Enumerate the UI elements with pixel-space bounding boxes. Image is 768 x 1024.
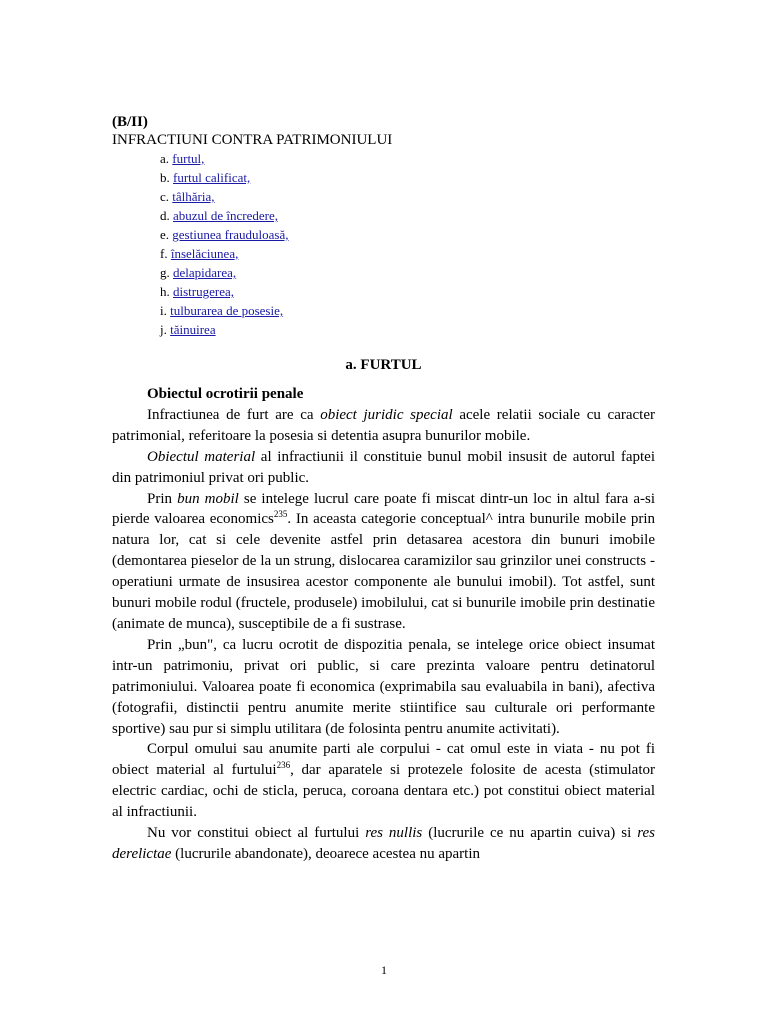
- toc-item: f. înselăciunea,: [160, 246, 239, 261]
- paragraph: Prin „bun", ca lucru ocrotit de dispozitia penala, se intelege orice obiect insumat intr-un patrimoniu, privat ori public, si care prezinta valoare pentru detinatorul patrimoniului. Valoarea poate fi economica (exprimabila sau evaluabila in bani), afectiva (fotografii, distinctii pentru anumite merite stiintifice sau culturale ori performante sportive) sau pur si simplu utilitara (de folosinta pentru anumite activitati).: [112, 636, 655, 737]
- toc-link-delapidarea[interactable]: delapidarea,: [173, 265, 237, 280]
- table-of-contents: [160, 149, 655, 339]
- toc-link-inselaciunea[interactable]: înselăciunea,: [170, 246, 239, 261]
- toc-item: d. abuzul de încredere,: [160, 208, 279, 223]
- toc-link-tulburarea-de-posesie[interactable]: tulburarea de posesie,: [170, 303, 284, 318]
- paragraph: Obiectul material al infractiunii il constituie bunul mobil insusit de autorul faptei din patrimoniul privat ori public.: [112, 448, 655, 486]
- toc-item: g. delapidarea,: [160, 265, 237, 280]
- document-header: [112, 113, 655, 149]
- toc-link-furtul[interactable]: furtul,: [172, 151, 205, 166]
- toc-link-talharia[interactable]: tâlhăria,: [172, 189, 215, 204]
- toc-link-distrugerea[interactable]: distrugerea,: [173, 284, 235, 299]
- header-code: (B/II): [112, 114, 148, 130]
- footnote-ref[interactable]: 236: [276, 760, 291, 771]
- paragraph: Prin bun mobil se intelege lucrul care poate fi miscat dintr-un loc in altul fara a-si pierde valoarea economics$^{235}$. In aceasta categorie conceptual^ intra bunurile mobile prin natura lor, cat si cele devenite astfel prin detasarea acestora din bunuri imobile (demontarea pieselor de la un strung, dislocarea caramizilor sau grinzilor unei constructs - operatiuni urmate de insusirea acestor componente ale bunului imobil). Tot astfel, sunt bunuri mobile rodul (fructele, produsele) imobilului, cat si bunurile imobile prin destinatie (animate de munca), susceptibile de a fi sustrase.: [112, 490, 655, 632]
- header-title: INFRACTIUNI CONTRA PATRIMONIULUI: [112, 132, 393, 148]
- page-number: 1: [381, 963, 387, 977]
- toc-item: a. furtul,: [160, 151, 205, 166]
- toc-item: b. furtul calificat,: [160, 170, 251, 185]
- toc-item: e. gestiunea frauduloasă,: [160, 227, 289, 242]
- toc-link-gestiunea-frauduloasa[interactable]: gestiunea frauduloasă,: [172, 227, 289, 242]
- section-body: [112, 384, 655, 865]
- toc-link-abuzul-de-incredere[interactable]: abuzul de încredere,: [173, 208, 279, 223]
- paragraph: Nu vor constitui obiect al furtului res nullis (lucrurile ce nu apartin cuiva) si res derelictae (lucrurile abandonate), deoarece acestea nu apartin: [112, 825, 655, 862]
- toc-link-tainuirea[interactable]: tăinuirea: [170, 322, 216, 337]
- footnote-ref[interactable]: 235: [273, 509, 288, 520]
- paragraph: Infractiunea de furt are ca obiect juridic special acele relatii sociale cu caracter patrimonial, referitoare la posesia si detentia asupra bunurilor mobile.: [112, 406, 656, 444]
- document-body: [112, 113, 655, 865]
- subheading: Obiectul ocrotirii penale: [147, 386, 304, 402]
- toc-link-furtul-calificat[interactable]: furtul calificat,: [173, 170, 251, 185]
- paragraph: Corpul omului sau anumite parti ale corpului - cat omul este in viata - nu pot fi obiect material al furtului$^{236}$, dar aparatele si protezele folosite de acesta (stimulator electric cardiac, ochi de sticla, peruca, coroana dentara etc.) pot constitui obiect material al infractiunii.: [112, 741, 655, 821]
- toc-item: c. tâlhăria,: [160, 189, 215, 204]
- toc-item: h. distrugerea,: [160, 284, 235, 299]
- toc-item: i. tulburarea de posesie,: [160, 303, 284, 318]
- section-title: a. FURTUL: [345, 357, 422, 373]
- toc-item: j. tăinuirea: [160, 322, 216, 337]
